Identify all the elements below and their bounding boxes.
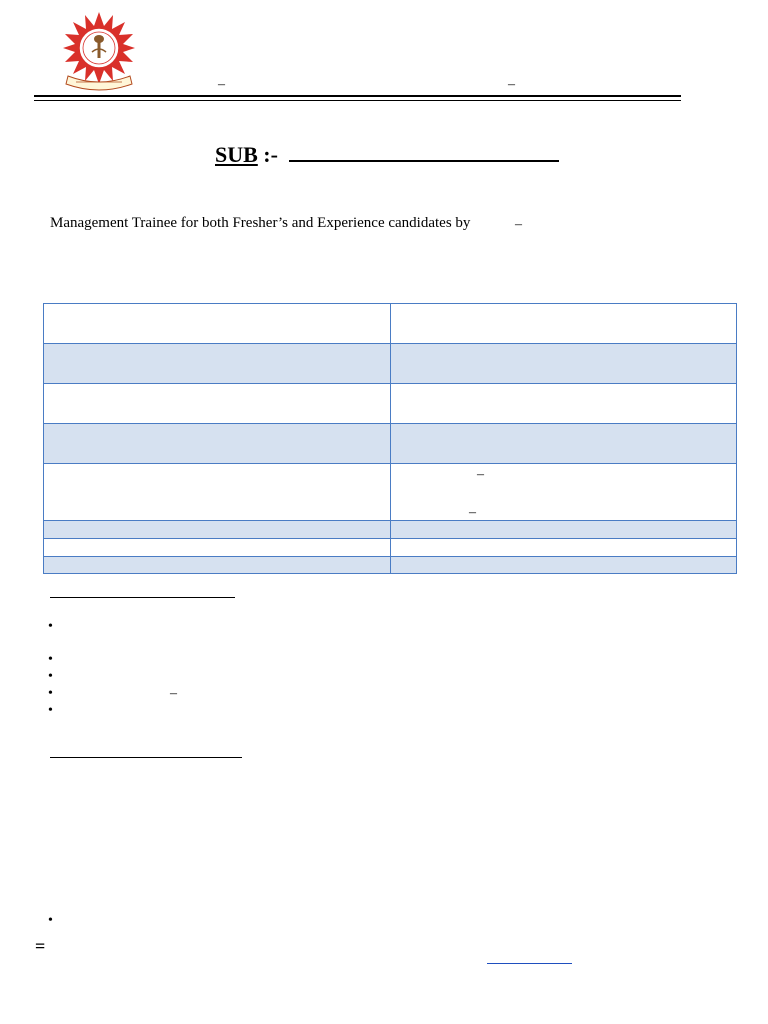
table-cell — [390, 464, 737, 521]
company-logo — [60, 10, 138, 92]
header-dash-left: – — [218, 77, 225, 92]
intro-text: Management Trainee for both Fresher’s and Experience candidates by — [50, 215, 471, 231]
list-item: • — [48, 703, 53, 718]
section-heading-rule-1 — [50, 597, 235, 598]
list-item: • — [48, 669, 53, 684]
subject-separator: :- — [263, 142, 278, 167]
table-row — [44, 464, 737, 521]
intro-dash: – — [515, 217, 522, 232]
table-cell — [390, 557, 737, 574]
table-cell — [44, 384, 391, 424]
section-heading-rule-2 — [50, 757, 242, 758]
subject-blank — [289, 140, 559, 162]
job-details-table — [43, 303, 737, 574]
table-cell — [44, 539, 391, 557]
table-cell — [390, 304, 737, 344]
table-cell — [44, 424, 391, 464]
list-item-dash: – — [170, 686, 177, 701]
subject-label: SUB — [215, 142, 258, 167]
table-row — [44, 384, 737, 424]
header-dash-right: – — [508, 77, 515, 92]
table-row — [44, 557, 737, 574]
sunburst-seal-logo-icon — [60, 10, 138, 92]
table-cell — [44, 521, 391, 539]
list-item: • — [48, 619, 53, 634]
table-cell — [390, 521, 737, 539]
table-cell — [390, 384, 737, 424]
list-item: • — [48, 686, 53, 701]
table-row5-dash-b: – — [469, 505, 476, 520]
table-row5-dash-a: – — [477, 467, 484, 482]
table-cell — [390, 539, 737, 557]
equals-mark: = — [35, 936, 46, 956]
table-row — [44, 424, 737, 464]
table-row — [44, 521, 737, 539]
table-cell — [44, 344, 391, 384]
list-item: • — [48, 913, 53, 928]
header-rule-thick — [34, 95, 681, 97]
subject-line — [215, 140, 559, 168]
table-row — [44, 344, 737, 384]
table-row — [44, 304, 737, 344]
table-cell — [44, 557, 391, 574]
email-link-underline[interactable] — [487, 963, 572, 964]
header-rule-thin — [34, 100, 681, 101]
list-item: • — [48, 652, 53, 667]
table-cell — [390, 424, 737, 464]
table-cell — [44, 464, 391, 521]
table-row — [44, 539, 737, 557]
table-cell — [390, 344, 737, 384]
table-cell — [44, 304, 391, 344]
